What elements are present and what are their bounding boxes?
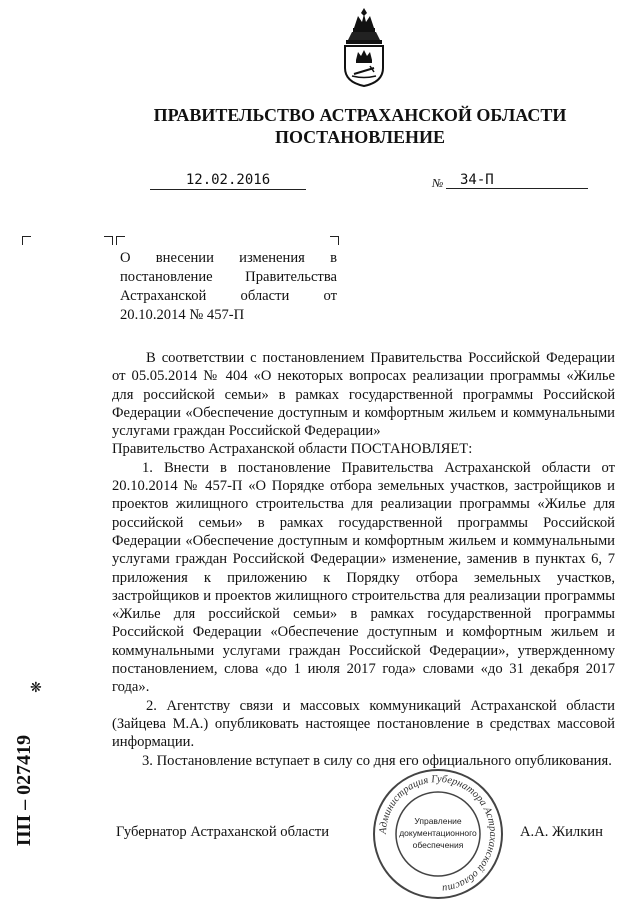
number-sign: №	[432, 176, 444, 190]
coat-of-arms-emblem	[340, 6, 388, 88]
document-body	[112, 349, 615, 770]
document-number: 34-П	[446, 172, 588, 189]
item-2-paragraph: 2. Агентству связи и массовых коммуникаций Астраханской области (Зайцева М.А.) опубликовать настоящее постановление в средствах массовой информации.	[112, 697, 615, 751]
corner-mark-left	[22, 236, 31, 245]
signatory-name: А.А. Жилкин	[520, 824, 603, 840]
asterisk-mark: ❋	[30, 681, 42, 696]
document-date: 12.02.2016	[150, 172, 306, 190]
signatory-position: Губернатор Астраханской области	[116, 824, 330, 840]
document-type: ПОСТАНОВЛЕНИЕ	[274, 127, 446, 147]
issuer-name: ПРАВИТЕЛЬСТВО АСТРАХАНСКОЙ ОБЛАСТИ	[153, 105, 567, 125]
item-1-paragraph: 1. Внести в постановление Правительства Астраханской области от 20.10.2014 № 457-П «О Порядке отбора земельных участков, застройщиков и проектов жилищного строительства для реализации программы «Жилье для российской семьи» в рамках государственной программы Российской Федерации «Обеспечение доступным и комфортным жильем и коммунальными услугами граждан Российской Федерации» изменение, заменив в пунктах 6, 7 приложения к приложению к Порядку отбора земельных участков, застройщиков и проектов жилищного строительства для реализации программы «Жилье для российской семьи» в рамках государственной программы Российской Федерации «Обеспечение доступным и комфортным жильем и коммунальными услугами граждан Российской Федерации», утвержденному постановлением, слова «до 1 июля 2017 года» словами «до 31 декабря 2017 года».	[112, 459, 615, 696]
seal-ring-text: Администрация Губернатора Астраханской области	[377, 773, 499, 894]
seal-center-line-1: Управление	[414, 816, 462, 826]
resolves-paragraph: Правительство Астраханской области ПОСТАНОВЛЯЕТ:	[112, 441, 473, 458]
seal-center-line-3: обеспечения	[412, 840, 464, 850]
issuer-header	[100, 104, 620, 148]
corner-mark-subject-left-a	[104, 236, 113, 245]
item-3-paragraph: 3. Постановление вступает в силу со дня его официального опубликования.	[142, 752, 612, 769]
preamble-paragraph: В соответствии с постановлением Правительства Российской Федерации от 05.05.2014 № 404 «О некоторых вопросах реализации программы «Жилье для российской семьи» в рамках государственной программы Российской Федерации «Обеспечение доступным и комфортным жильем и коммунальными услугами граждан Российской Федерации»	[112, 350, 615, 440]
corner-mark-subject-left-b	[116, 236, 125, 245]
official-seal	[370, 766, 506, 902]
serial-number-text: ПП – 027419	[13, 734, 35, 846]
serial-number-stamp	[6, 668, 40, 848]
corner-mark-subject-right	[330, 236, 339, 245]
document-subject: О внесении изменения в постановление Правительства Астраханской области от 20.10.2014 № 457-П	[120, 250, 337, 323]
seal-center-line-2: документационного	[399, 828, 477, 838]
